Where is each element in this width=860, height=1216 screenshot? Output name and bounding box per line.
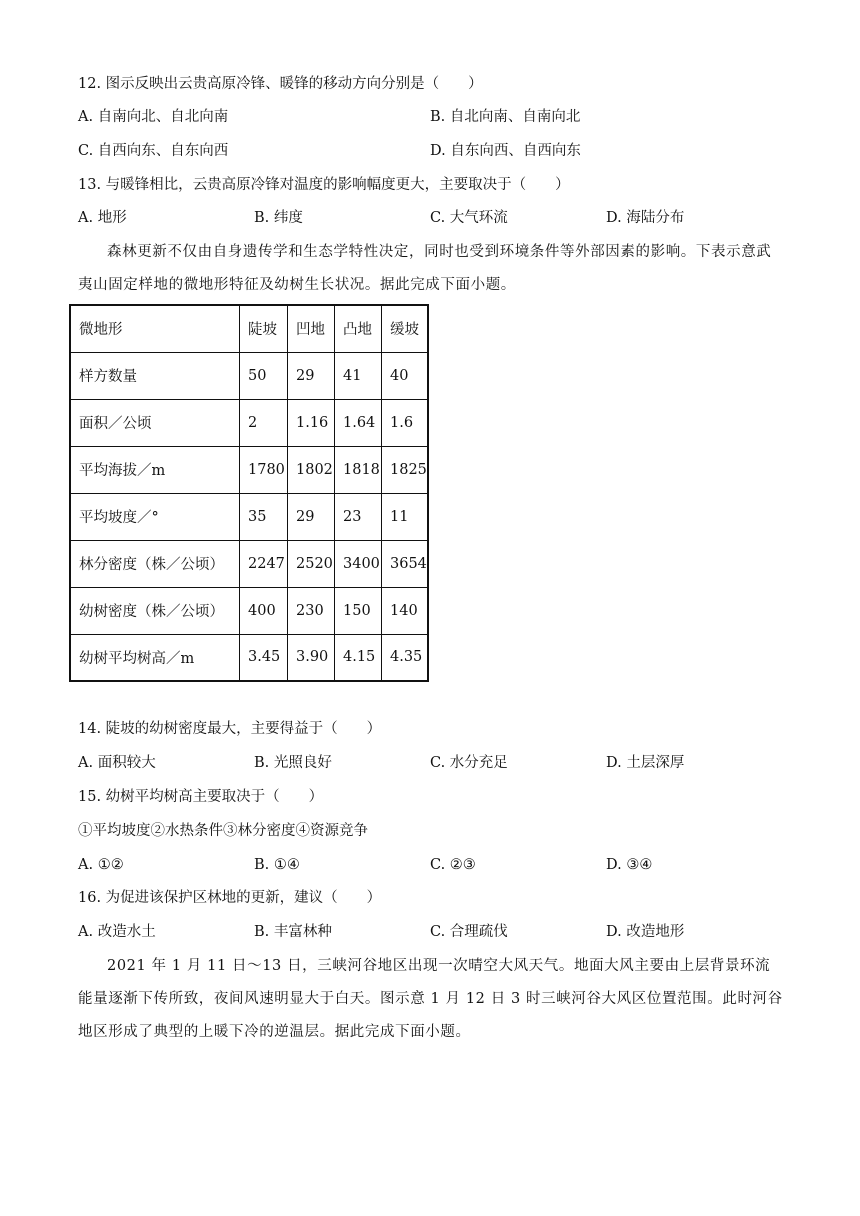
question-13-option-b[interactable]: B. 纬度	[254, 210, 303, 226]
question-14-stem: 14. 陡坡的幼树密度最大，主要得益于（ ）	[78, 721, 382, 737]
question-15-option-a[interactable]: A. ①②	[78, 857, 124, 873]
table-row	[70, 399, 428, 446]
question-12-option-b[interactable]: B. 自北向南、自南向北	[430, 109, 581, 125]
table-cell: 140	[382, 587, 429, 634]
question-12-option-a[interactable]: A. 自南向北、自北向南	[78, 109, 229, 125]
table-row	[70, 634, 428, 681]
table-header-cell: 凹地	[288, 305, 335, 352]
table-cell: 面积／公顷	[70, 399, 240, 446]
table-cell: 35	[240, 493, 288, 540]
question-16-option-d[interactable]: D. 改造地形	[606, 924, 685, 940]
question-15-option-d[interactable]: D. ③④	[606, 857, 653, 873]
table-cell: 400	[240, 587, 288, 634]
question-12-stem: 12. 图示反映出云贵高原冷锋、暖锋的移动方向分别是（ ）	[78, 76, 483, 92]
question-16-stem: 16. 为促进该保护区林地的更新，建议（ ）	[78, 890, 382, 906]
table-cell: 29	[288, 352, 335, 399]
table-cell: 230	[288, 587, 335, 634]
table-cell: 41	[335, 352, 382, 399]
table-cell: 3400	[335, 540, 382, 587]
question-12-option-d[interactable]: D. 自东向西、自西向东	[430, 143, 581, 159]
table-cell: 样方数量	[70, 352, 240, 399]
table-cell: 150	[335, 587, 382, 634]
table-cell: 幼树平均树高／m	[70, 634, 240, 681]
microterrain-table	[69, 304, 429, 682]
question-16-option-a[interactable]: A. 改造水土	[78, 924, 156, 940]
table-header-cell: 缓坡	[382, 305, 429, 352]
table-cell: 3.90	[288, 634, 335, 681]
table-cell: 4.35	[382, 634, 429, 681]
passage-forest: 森林更新不仅由自身遗传学和生态学特性决定，同时也受到环境条件等外部因素的影响。下表示意武夷山固定样地的微地形特征及幼树生长状况。据此完成下面小题。	[78, 244, 772, 293]
table-cell: 3.45	[240, 634, 288, 681]
table-row	[70, 540, 428, 587]
table-cell: 1818	[335, 446, 382, 493]
table-row	[70, 352, 428, 399]
question-13-option-c[interactable]: C. 大气环流	[430, 210, 508, 226]
table-cell: 1802	[288, 446, 335, 493]
question-13-stem: 13. 与暖锋相比，云贵高原冷锋对温度的影响幅度更大，主要取决于（ ）	[78, 177, 570, 193]
question-14-option-d[interactable]: D. 土层深厚	[606, 755, 685, 771]
table-cell: 50	[240, 352, 288, 399]
question-14-option-b[interactable]: B. 光照良好	[254, 755, 332, 771]
question-14-option-a[interactable]: A. 面积较大	[78, 755, 156, 771]
table-row	[70, 493, 428, 540]
table-row	[70, 446, 428, 493]
table-cell: 2	[240, 399, 288, 446]
table-header-row	[70, 305, 428, 352]
question-12-option-c[interactable]: C. 自西向东、自东向西	[78, 143, 229, 159]
table-row	[70, 587, 428, 634]
table-cell: 2247	[240, 540, 288, 587]
passage-three-gorges: 2021 年 1 月 11 日～13 日，三峡河谷地区出现一次晴空大风天气。地面大风主要由上层背景环流能量逐渐下传所致，夜间风速明显大于白天。图示意 1 月 12 日 3 时三峡河谷大风区位置范围。此时河谷地区形成了典型的上暖下冷的逆温层。据此完成下面小题。	[78, 958, 783, 1040]
question-14-option-c[interactable]: C. 水分充足	[430, 755, 508, 771]
table-cell: 1.64	[335, 399, 382, 446]
table-cell: 平均海拔／m	[70, 446, 240, 493]
table-cell: 1.16	[288, 399, 335, 446]
table-header-cell: 凸地	[335, 305, 382, 352]
table-cell: 1.6	[382, 399, 429, 446]
table-cell: 1825	[382, 446, 429, 493]
table-cell: 23	[335, 493, 382, 540]
table-cell: 2520	[288, 540, 335, 587]
question-15-stem: 15. 幼树平均树高主要取决于（ ）	[78, 789, 324, 805]
table-cell: 4.15	[335, 634, 382, 681]
question-15-statements: ①平均坡度②水热条件③林分密度④资源竞争	[78, 823, 368, 839]
question-16-option-c[interactable]: C. 合理疏伐	[430, 924, 508, 940]
table-header-cell: 微地形	[70, 305, 240, 352]
question-13-option-a[interactable]: A. 地形	[78, 210, 127, 226]
question-15-option-c[interactable]: C. ②③	[430, 857, 476, 873]
table-header-cell: 陡坡	[240, 305, 288, 352]
table-cell: 3654	[382, 540, 429, 587]
question-15-option-b[interactable]: B. ①④	[254, 857, 300, 873]
table-cell: 29	[288, 493, 335, 540]
table-cell: 林分密度（株／公顷）	[70, 540, 240, 587]
table-cell: 40	[382, 352, 429, 399]
table-cell: 平均坡度／°	[70, 493, 240, 540]
table-cell: 11	[382, 493, 429, 540]
table-cell: 幼树密度（株／公顷）	[70, 587, 240, 634]
question-16-option-b[interactable]: B. 丰富林种	[254, 924, 332, 940]
question-13-option-d[interactable]: D. 海陆分布	[606, 210, 685, 226]
table-cell: 1780	[240, 446, 288, 493]
